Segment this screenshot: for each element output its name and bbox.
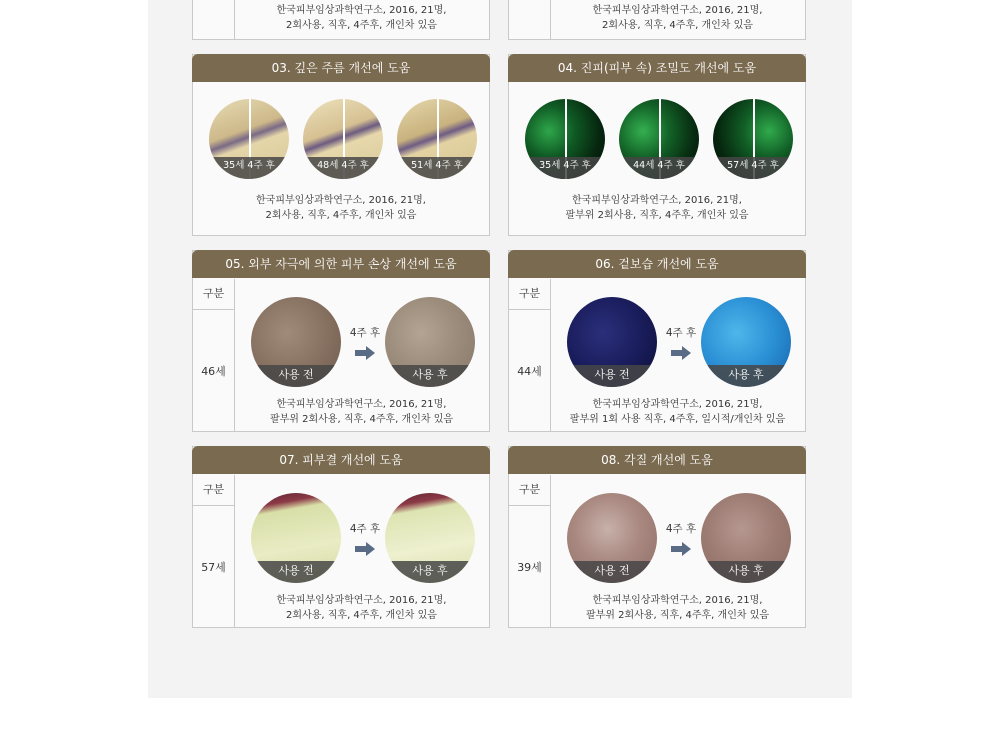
table-column [193,0,235,39]
caption: 한국피부임상과학연구소, 2016, 21명, 팔부위 2회사용, 직후, 4주후, 개인차 있음 [565,195,749,221]
dermis-photo-2: 44세 4주 후 [619,99,699,179]
dermis-photo-3: 57세 4주 후 [713,99,793,179]
before-photo: 사용 전 [251,297,341,387]
after-photo: 사용 후 [385,297,475,387]
arrow-right-icon [355,542,375,556]
wrinkle-photo-3: 51세 4주 후 [397,99,477,179]
after-photo: 사용 후 [701,493,791,583]
arrow-right-icon [671,542,691,556]
card-title: 06. 겉보습 개선에 도움 [508,250,806,278]
wrinkle-photo-2: 48세 4주 후 [303,99,383,179]
caption: 한국피부임상과학연구소, 2016, 21명, 2회사용, 직후, 4주후, 개인차 있음 [592,5,763,31]
caption: 한국피부임상과학연구소, 2016, 21명, 2회사용, 직후, 4주후, 개인차 있음 [256,195,426,221]
card-top-right [508,0,806,40]
table-column [509,475,551,627]
column-header: 구분 [193,279,234,310]
caption: 한국피부임상과학연구소, 2016, 21명, 팔부위 1회 사용 직후, 4주후, 일시적/개인차 있음 [569,399,786,425]
card-title: 07. 피부결 개선에 도움 [192,446,490,474]
table-column [193,475,235,627]
card-deep-wrinkle [192,54,490,236]
card-title: 08. 각질 개선에 도움 [508,446,806,474]
column-header: 구분 [509,279,550,310]
before-photo: 사용 전 [251,493,341,583]
arrow-indicator: 4주 후 [345,325,385,364]
card-keratin [508,446,806,628]
table-column [509,279,551,431]
card-title: 04. 진피(피부 속) 조밀도 개선에 도움 [508,54,806,82]
before-photo: 사용 전 [567,493,657,583]
caption: 한국피부임상과학연구소, 2016, 21명, 2회사용, 직후, 4주후, 개인차 있음 [276,5,447,31]
column-header: 구분 [509,475,550,506]
arrow-indicator: 4주 후 [345,521,385,560]
card-dermis-density [508,54,806,236]
arrow-indicator: 4주 후 [661,325,701,364]
arrow-right-icon [671,346,691,360]
card-surface-moisture [508,250,806,432]
caption: 한국피부임상과학연구소, 2016, 21명, 2회사용, 직후, 4주후, 개인차 있음 [276,595,447,621]
table-column [193,279,235,431]
card-damage-repair [192,250,490,432]
card-top-left [192,0,490,40]
table-column [509,0,551,39]
card-title: 03. 깊은 주름 개선에 도움 [192,54,490,82]
card-title: 05. 외부 자극에 의한 피부 손상 개선에 도움 [192,250,490,278]
age-label: 57세 [201,560,226,574]
column-header: 구분 [193,475,234,506]
caption: 한국피부임상과학연구소, 2016, 21명, 팔부위 2회사용, 직후, 4주후, 개인차 있음 [269,399,454,425]
wrinkle-photo-1: 35세 4주 후 [209,99,289,179]
arrow-indicator: 4주 후 [661,521,701,560]
age-label: 46세 [201,364,226,378]
age-label: 44세 [517,364,542,378]
caption: 한국피부임상과학연구소, 2016, 21명, 팔부위 2회사용, 직후, 4주후, 개인차 있음 [585,595,770,621]
before-photo: 사용 전 [567,297,657,387]
arrow-right-icon [355,346,375,360]
after-photo: 사용 후 [701,297,791,387]
card-skin-texture [192,446,490,628]
after-photo: 사용 후 [385,493,475,583]
dermis-photo-1: 35세 4주 후 [525,99,605,179]
age-label: 39세 [517,560,542,574]
